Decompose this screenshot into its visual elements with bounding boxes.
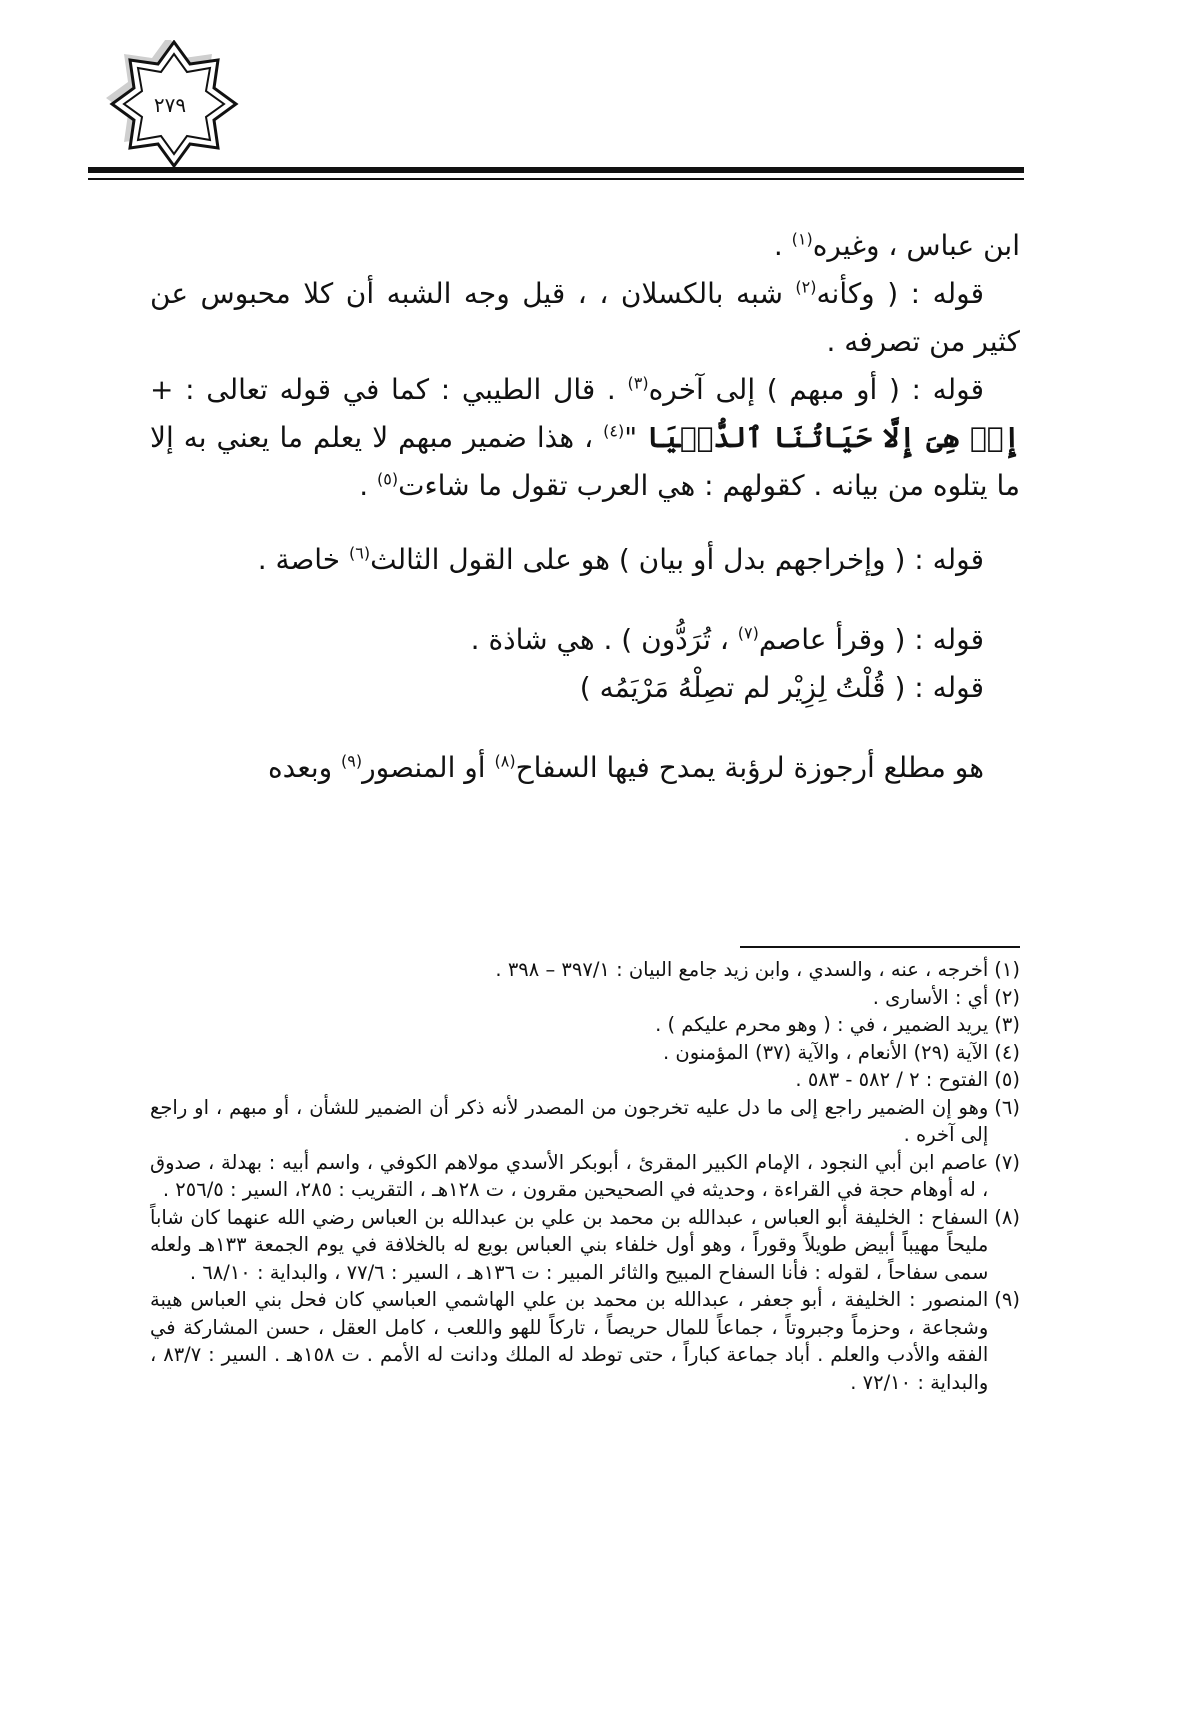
- footnote: [150, 1011, 1020, 1039]
- header-rule: [88, 167, 1024, 173]
- text-run: قوله : ( وكأنه: [816, 277, 984, 310]
- paragraph: [150, 270, 1020, 366]
- footnote-ref[interactable]: (٤): [603, 421, 625, 441]
- footnotes: [150, 956, 1020, 1396]
- footnote: [150, 1149, 1020, 1204]
- footnote-text: وهو إن الضمير راجع إلى ما دل عليه تخرجون من المصدر لأنه ذكر أن الضمير للشأن ، أو مبهم ، او راجع إلى آخره .: [150, 1095, 989, 1146]
- header-rule-thin: [88, 178, 1024, 180]
- text-run: شبه بالكسلان ، ، قيل وجه الشبه أن كلا محبوس عن كثير من تصرفه .: [150, 277, 1020, 358]
- footnote-ref[interactable]: (٣): [627, 373, 649, 393]
- paragraph: [150, 616, 1020, 664]
- footnote-ref[interactable]: (٦): [349, 543, 371, 563]
- text-run: ، تُرَدُّون ) . هي شاذة .: [470, 623, 738, 656]
- footnote-ref[interactable]: (٩): [341, 751, 363, 771]
- paragraph: [150, 222, 1020, 270]
- footnote-text: أي : الأسارى .: [872, 985, 989, 1009]
- footnote-text: أخرجه ، عنه ، والسدي ، وابن زيد جامع البيان : ٣٩٧/١ – ٣٩٨ .: [495, 958, 989, 981]
- main-text: [150, 222, 1020, 792]
- footnote-number: (٤): [994, 1040, 1020, 1064]
- text-run: قوله : ( وإخراجهم بدل أو بيان ) هو على القول الثالث: [370, 543, 984, 576]
- text-run: .: [773, 229, 792, 262]
- text-run: وبعده: [267, 751, 342, 784]
- text-run: ، هذا ضمير مبهم لا يعلم ما يعني به إلا ما يتلوه من بيانه . كقولهم : هي العرب تقول ما شاءت: [150, 421, 1020, 502]
- footnote-separator: [740, 946, 1020, 948]
- text-run: أو المنصور: [362, 751, 495, 784]
- text-run: . قال الطيبي : كما في قوله تعالى :: [185, 373, 628, 406]
- footnote-ref[interactable]: (٨): [494, 751, 516, 771]
- footnote-ref[interactable]: (٧): [737, 623, 759, 643]
- footnote-text: يريد الضمير ، في : ( وهو محرم عليكم ) .: [655, 1013, 989, 1036]
- footnote-number: (٣): [994, 1013, 1020, 1036]
- verse-quote: قوله : ( قُلْتُ لِزِيْر لم تصِلْهُ مَرْيَمُه ): [579, 671, 984, 704]
- footnote: [150, 1286, 1020, 1396]
- footnote-number: (٧): [994, 1150, 1020, 1174]
- footnote-ref[interactable]: (٢): [795, 277, 817, 297]
- footnote-number: (٦): [994, 1095, 1020, 1119]
- footnote: [150, 984, 1020, 1012]
- page-number: ٢٧٩: [153, 93, 187, 117]
- quran-verse: إِنۡ هِىَ إِلَّا حَيَاتُنَا ٱلدُّنۡيَا: [647, 421, 1020, 454]
- paragraph: [150, 366, 1020, 510]
- footnote-number: (٥): [994, 1068, 1020, 1091]
- paragraph: [150, 744, 1020, 792]
- footnote-text: السفاح : الخليفة أبو العباس ، عبدالله بن محمد بن علي بن عبدالله بن العباس رضي الله عنهما كان شاباً مليحاً مهيباً أبيض طويلاً وقوراً ، وهو أول خلفاء بني العباس بويع له بالخلافة في يوم الجمعة ١٣٣هـ ولعله سمى سفاحاً ، لقوله : فأنا السفاح المبيح والثائر المبير : ت ١٣٦هـ ، السير : ٧٧/٦ ، والبداية : ٦٨/١٠ .: [150, 1205, 989, 1284]
- footnote: [150, 1066, 1020, 1094]
- footnote-number: (٩): [994, 1288, 1020, 1311]
- quote-mark: +: [150, 373, 174, 406]
- footnote: [150, 1039, 1020, 1067]
- text-run: خاصة .: [257, 543, 350, 576]
- footnote-number: (٢): [994, 985, 1020, 1009]
- footnote-number: (١): [994, 958, 1020, 981]
- page-number-badge: [100, 40, 240, 170]
- footnote-text: الآية (٢٩) الأنعام ، والآية (٣٧) المؤمنون .: [662, 1040, 989, 1064]
- footnote-number: (٨): [994, 1205, 1020, 1229]
- footnote-ref[interactable]: (١): [791, 229, 813, 249]
- footnote-text: الفتوح : ٢ / ٥٨٢ - ٥٨٣ .: [795, 1068, 989, 1091]
- text-run: ابن عباس ، وغيره: [812, 229, 1020, 262]
- footnote: [150, 1204, 1020, 1287]
- paragraph: [150, 536, 1020, 584]
- text-run: هو مطلع أرجوزة لرؤبة يمدح فيها السفاح: [515, 751, 984, 784]
- footnote: [150, 956, 1020, 984]
- footnote-text: عاصم ابن أبي النجود ، الإمام الكبير المقرئ ، أبوبكر الأسدي مولاهم الكوفي ، واسم أبيه : بهدلة ، صدوق ، له أوهام حجة في القراءة ، وحديثه في الصحيحين مقرون ، ت ١٢٨هـ ، التقريب : ٢٨٥، السير : ٢٥٦/٥ .: [150, 1150, 989, 1201]
- text-run: قوله : ( أو مبهم ) إلى آخره: [648, 373, 985, 406]
- footnote-ref[interactable]: (٥): [377, 469, 399, 489]
- footnote-text: المنصور : الخليفة ، أبو جعفر ، عبدالله بن محمد بن علي الهاشمي العباسي كان فحل بني العباس هيبة وشجاعة ، وحزماً وجبروتاً ، جماعاً للمال حريصاً ، تاركاً للهو واللعب ، كامل العقل ، حسن المشاركة في الفقه والأدب والعلم . أباد جماعة كباراً ، حتى توطد له الملك ودانت له الأمم . ت ١٥٨هـ . السير : ٨٣/٧ ، والبداية : ٧٢/١٠ .: [150, 1288, 989, 1394]
- text-run: .: [359, 469, 378, 502]
- footnote: [150, 1094, 1020, 1149]
- text-run: قوله : ( وقرأ عاصم: [758, 623, 984, 656]
- quote-mark: ": [624, 421, 648, 454]
